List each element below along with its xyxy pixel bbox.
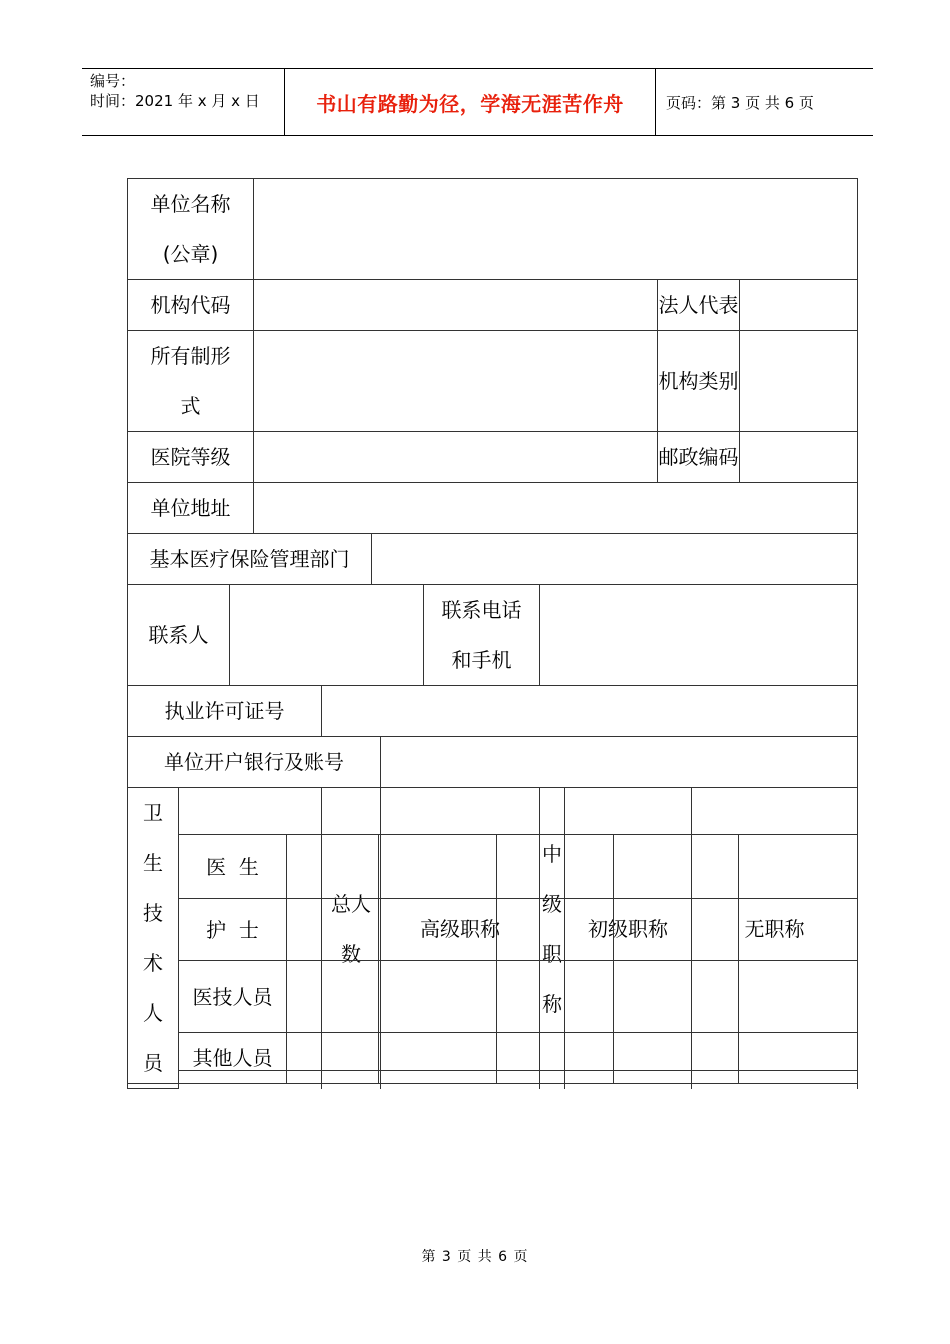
license-no-label: 执业许可证号 <box>128 686 322 737</box>
hospital-level-label: 医院等级 <box>128 432 254 483</box>
contact-person-field[interactable] <box>230 585 424 686</box>
org-category-label: 机构类别 <box>658 331 740 432</box>
technician-intermediate[interactable] <box>497 961 614 1033</box>
time-label: 时间：2021 年 x 月 x 日 <box>90 92 260 110</box>
license-no-field[interactable] <box>322 686 858 737</box>
org-code-field[interactable] <box>254 280 658 331</box>
unit-address-label: 单位地址 <box>128 483 254 534</box>
nurse-total[interactable] <box>287 899 379 961</box>
other-senior[interactable] <box>379 1033 497 1084</box>
col-intermediate: 中级职称 <box>540 788 565 1071</box>
ownership-field[interactable] <box>254 331 658 432</box>
org-code-label: 机构代码 <box>128 280 254 331</box>
contact-phone-label: 联系电话 和手机 <box>424 585 540 686</box>
nurse-intermediate[interactable] <box>497 899 614 961</box>
doctor-no-title[interactable] <box>739 835 858 899</box>
col-total: 总人数 <box>322 788 381 1071</box>
technician-junior[interactable] <box>614 961 739 1033</box>
doctor-junior[interactable] <box>614 835 739 899</box>
ownership-label: 所有制形 式 <box>128 331 254 432</box>
bank-account-label: 单位开户银行及账号 <box>128 737 381 788</box>
nurse-no-title[interactable] <box>739 899 858 961</box>
other-total[interactable] <box>287 1033 379 1084</box>
page-footer: 第 3 页 共 6 页 <box>421 1249 529 1265</box>
other-intermediate[interactable] <box>497 1033 614 1084</box>
number-label: 编号： <box>90 72 136 90</box>
postal-code-field[interactable] <box>740 432 858 483</box>
unit-name-field[interactable] <box>254 179 858 280</box>
staff-row-doctor: 医 生 <box>179 835 287 899</box>
technician-no-title[interactable] <box>739 961 858 1033</box>
legal-rep-label: 法人代表 <box>658 280 740 331</box>
doctor-senior[interactable] <box>379 835 497 899</box>
other-no-title[interactable] <box>739 1033 858 1084</box>
legal-rep-field[interactable] <box>740 280 858 331</box>
header-page-label: 页码：第 3 页 共 6 页 <box>666 93 814 112</box>
staff-table <box>127 834 858 1084</box>
contact-person-label: 联系人 <box>128 585 230 686</box>
bank-account-field[interactable] <box>381 737 858 788</box>
header-meta <box>82 69 284 135</box>
unit-name-label: 单位名称 (公章) <box>128 179 254 280</box>
org-category-field[interactable] <box>740 331 858 432</box>
other-junior[interactable] <box>614 1033 739 1084</box>
insurance-dept-field[interactable] <box>372 534 858 585</box>
contact-phone-field[interactable] <box>540 585 858 686</box>
col-senior: 高级职称 <box>381 788 540 1071</box>
technician-senior[interactable] <box>379 961 497 1033</box>
doctor-total[interactable] <box>287 835 379 899</box>
nurse-junior[interactable] <box>614 899 739 961</box>
technician-total[interactable] <box>287 961 379 1033</box>
staff-row-technician: 医技人员 <box>179 961 287 1033</box>
doctor-intermediate[interactable] <box>497 835 614 899</box>
header-slogan: 书山有路勤为径，学海无涯苦作舟 <box>284 69 656 135</box>
hospital-level-field[interactable] <box>254 432 658 483</box>
postal-code-label: 邮政编码 <box>658 432 740 483</box>
staff-group-label: 卫 生 技 术 人 员 <box>128 788 179 1089</box>
page-header <box>82 68 873 136</box>
staff-row-other: 其他人员 <box>179 1033 287 1084</box>
staff-row-nurse: 护 士 <box>179 899 287 961</box>
nurse-senior[interactable] <box>379 899 497 961</box>
col-junior: 初级职称 <box>565 788 692 1071</box>
unit-address-field[interactable] <box>254 483 858 534</box>
col-no-title: 无职称 <box>692 788 858 1071</box>
insurance-dept-label: 基本医疗保险管理部门 <box>128 534 372 585</box>
staff-group-cont <box>128 835 179 1084</box>
